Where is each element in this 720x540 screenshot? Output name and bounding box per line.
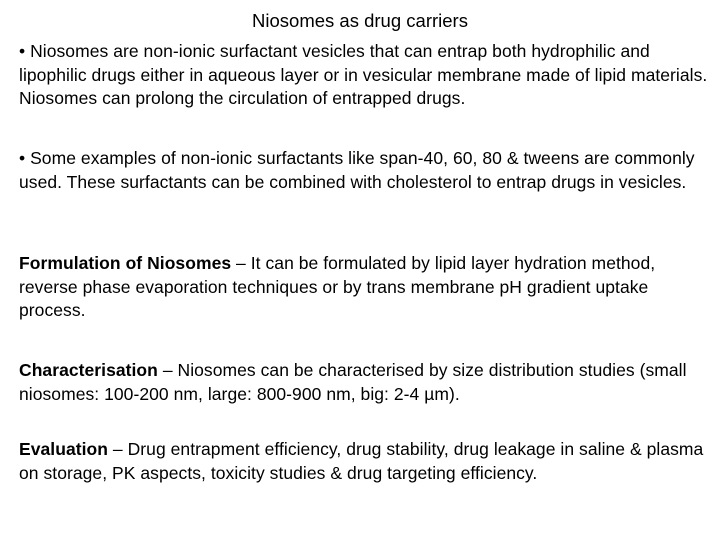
paragraph-text: • Some examples of non-ionic surfactants like span-40, 60, 80 & tweens are commonly used. These surfactants can be combined with cholesterol to entrap drugs in vesicles. xyxy=(19,148,695,192)
paragraph-text: – Drug entrapment efficiency, drug stability, drug leakage in saline & plasma on storage, PK aspects, toxicity studies & drug targeting efficiency. xyxy=(19,439,704,483)
paragraph-evaluation xyxy=(19,438,709,485)
paragraph-niosomes-definition xyxy=(19,40,709,111)
paragraph-heading: Evaluation xyxy=(19,439,108,459)
paragraph-surfactant-examples xyxy=(19,147,709,194)
slide-title: Niosomes as drug carriers xyxy=(252,10,468,31)
paragraph-characterisation xyxy=(19,359,709,406)
paragraph-text: – Niosomes can be characterised by size distribution studies (small niosomes: 100-200 nm, large: 800-900 nm, big: 2-4 µm). xyxy=(19,360,687,404)
paragraph-text: • Niosomes are non-ionic surfactant vesicles that can entrap both hydrophilic and lipophilic drugs either in aqueous layer or in vesicular membrane made of lipid materials. Niosomes can prolong the circulation of entrapped drugs. xyxy=(19,41,708,108)
paragraph-formulation xyxy=(19,252,709,323)
paragraph-heading: Formulation of Niosomes xyxy=(19,253,232,273)
paragraph-heading: Characterisation xyxy=(19,360,158,380)
paragraph-text: – It can be formulated by lipid layer hydration method, reverse phase evaporation techniques or by trans membrane pH gradient uptake process. xyxy=(19,253,656,320)
